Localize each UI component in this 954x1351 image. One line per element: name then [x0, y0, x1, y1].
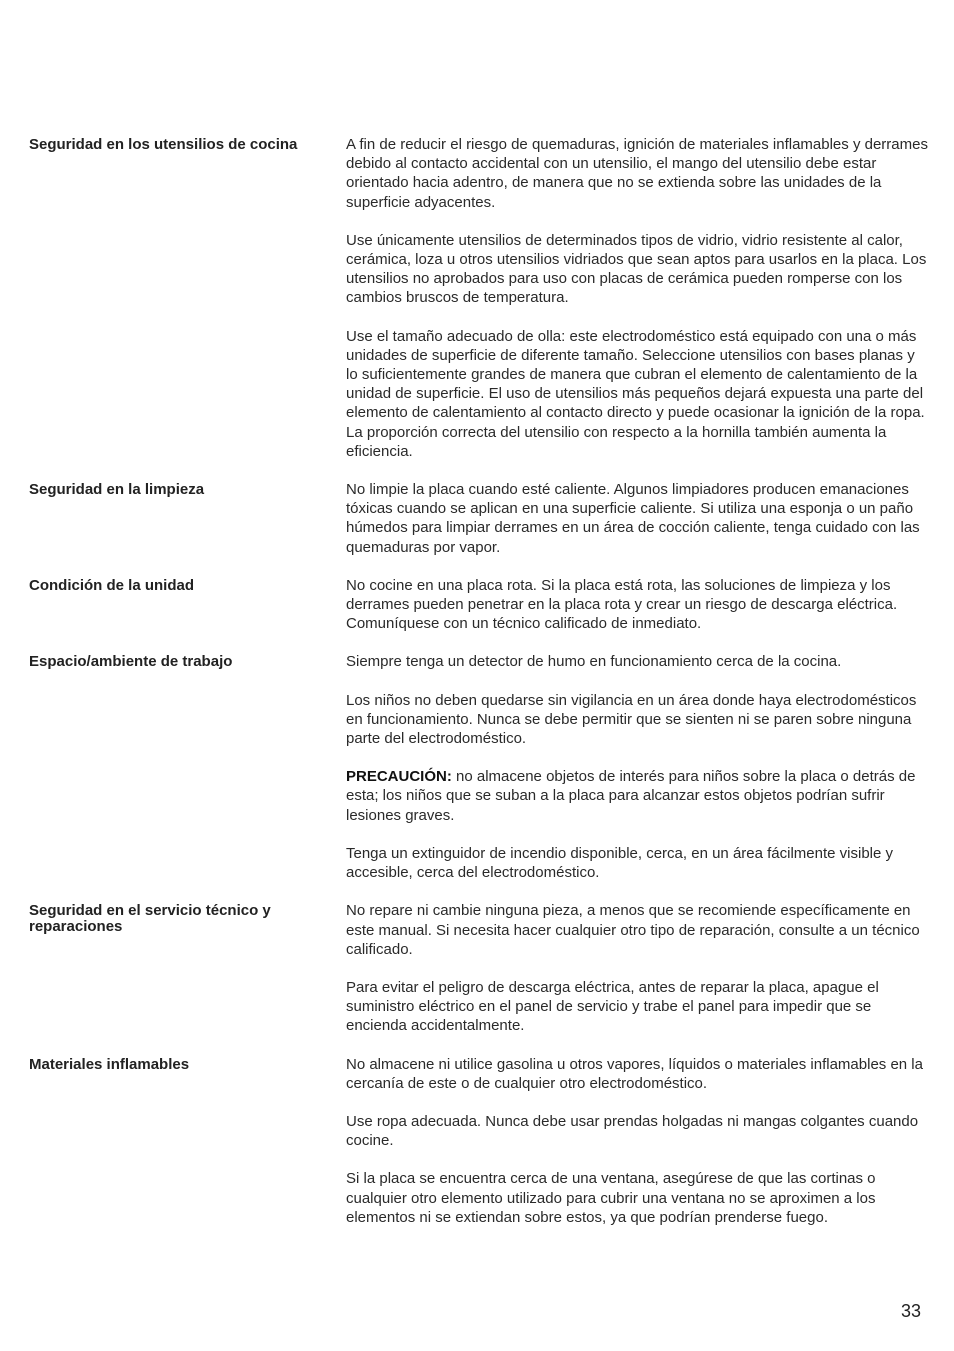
section-heading: Condición de la unidad	[29, 576, 194, 594]
section-heading: Materiales inflamables	[29, 1055, 190, 1073]
paragraph: No limpie la placa cuando esté caliente. Algunos limpiadores producen emanaciones tóxicas cuando se aplican en una superficie caliente. Si utiliza una esponja o un paño húmedos para limpiar derrames en un área de cocción caliente, tenga cuidado con las quemaduras por vapor.	[346, 481, 920, 556]
section-heading: Seguridad en la limpieza	[29, 481, 205, 499]
section-heading: Seguridad en los utensilios de cocina	[29, 136, 298, 153]
section-cookware-safety	[29, 135, 929, 480]
paragraph: Los niños no deben quedarse sin vigilancia en un área donde haya electrodomésticos en funcionamiento. Nunca se debe permitir que se sienten ni se paren sobre ninguna parte del electrodoméstico.	[346, 691, 917, 748]
paragraph: No almacene ni utilice gasolina u otros vapores, líquidos o materiales inflamables en la cercanía de este o de cualquier otro electrodoméstico.	[346, 1055, 923, 1092]
section-unit-condition	[29, 576, 929, 653]
section-heading: Espacio/ambiente de trabajo	[29, 653, 233, 671]
paragraph: No repare ni cambie ninguna pieza, a menos que se recomiende específicamente en este manual. Si necesita hacer cualquier otro tipo de reparación, consulte a un técnico calificado.	[346, 902, 920, 958]
paragraph: A fin de reducir el riesgo de quemaduras, ignición de materiales inflamables y derrames debido al contacto accidental con un utensilio, el mango del utensilio debe estar orientado hacia adentro, de manera que no se extienda sobre las unidades de la superficie adyacentes.	[346, 136, 928, 211]
section-flammable-materials	[29, 1055, 929, 1246]
safety-content	[29, 135, 929, 1246]
caution-text: no almacene objetos de interés para niños sobre la placa o detrás de esta; los niños que se suban a la placa para alcanzar estos objetos podrían sufrir lesiones graves.	[346, 768, 916, 824]
section-heading: Seguridad en el servicio técnico y reparaciones	[29, 902, 271, 936]
section-body	[346, 652, 929, 901]
paragraph: Para evitar el peligro de descarga eléctrica, antes de reparar la placa, apague el suministro eléctrico en el panel de servicio y trabe el panel para impedir que se encienda accidentalmente.	[346, 978, 879, 1035]
section-body	[346, 480, 929, 576]
paragraph: Use el tamaño adecuado de olla: este electrodoméstico está equipado con una o más unidades de superficie de diferente tamaño. Seleccione utensilios con bases planas y lo suficientemente grandes de manera que cubran el elemento de calentamiento de la unidad de superficie. El uso de utensilios más pequeños dejará expuesta una parte del elemento de calentamiento al contacto directo y puede ocasionar la ignición de la ropa. La proporción correcta del utensilio con respecto a la hornilla también aumenta la eficiencia.	[346, 327, 925, 460]
section-body	[346, 1055, 929, 1246]
section-work-environment	[29, 652, 929, 901]
section-body	[346, 901, 929, 1054]
paragraph: Use ropa adecuada. Nunca debe usar prendas holgadas ni mangas colgantes cuando cocine.	[346, 1112, 919, 1150]
section-service-safety	[29, 901, 929, 1054]
caution-label: PRECAUCIÓN:	[346, 768, 452, 786]
section-body	[346, 576, 929, 653]
paragraph: Siempre tenga un detector de humo en funcionamiento cerca de la cocina.	[346, 653, 842, 671]
section-cleaning-safety	[29, 480, 929, 576]
paragraph: No cocine en una placa rota. Si la placa está rota, las soluciones de limpieza y los derrames pueden penetrar en la placa rota y crear un riesgo de descarga eléctrica. Comuníquese con un técnico calificado de inmediato.	[346, 576, 898, 633]
paragraph: Use únicamente utensilios de determinados tipos de vidrio, vidrio resistente al calor, cerámica, loza u otros utensilios vidriados que sean aptos para usarlos en la placa. Los utensilios no aprobados para uso con placas de cerámica pueden romperse con los cambios bruscos de temperatura.	[346, 231, 927, 307]
section-body	[346, 135, 929, 480]
paragraph: Si la placa se encuentra cerca de una ventana, asegúrese de que las cortinas o cualquier otro elemento utilizado para cubrir una ventana no se aproximen a los elementos ni se extiendan sobre estos, ya que podrían prenderse fuego.	[346, 1170, 876, 1226]
paragraph: Tenga un extinguidor de incendio disponible, cerca, en un área fácilmente visible y accesible, cerca del electrodoméstico.	[346, 844, 894, 882]
caution-paragraph	[346, 767, 929, 825]
page-number: 33	[900, 1301, 921, 1321]
